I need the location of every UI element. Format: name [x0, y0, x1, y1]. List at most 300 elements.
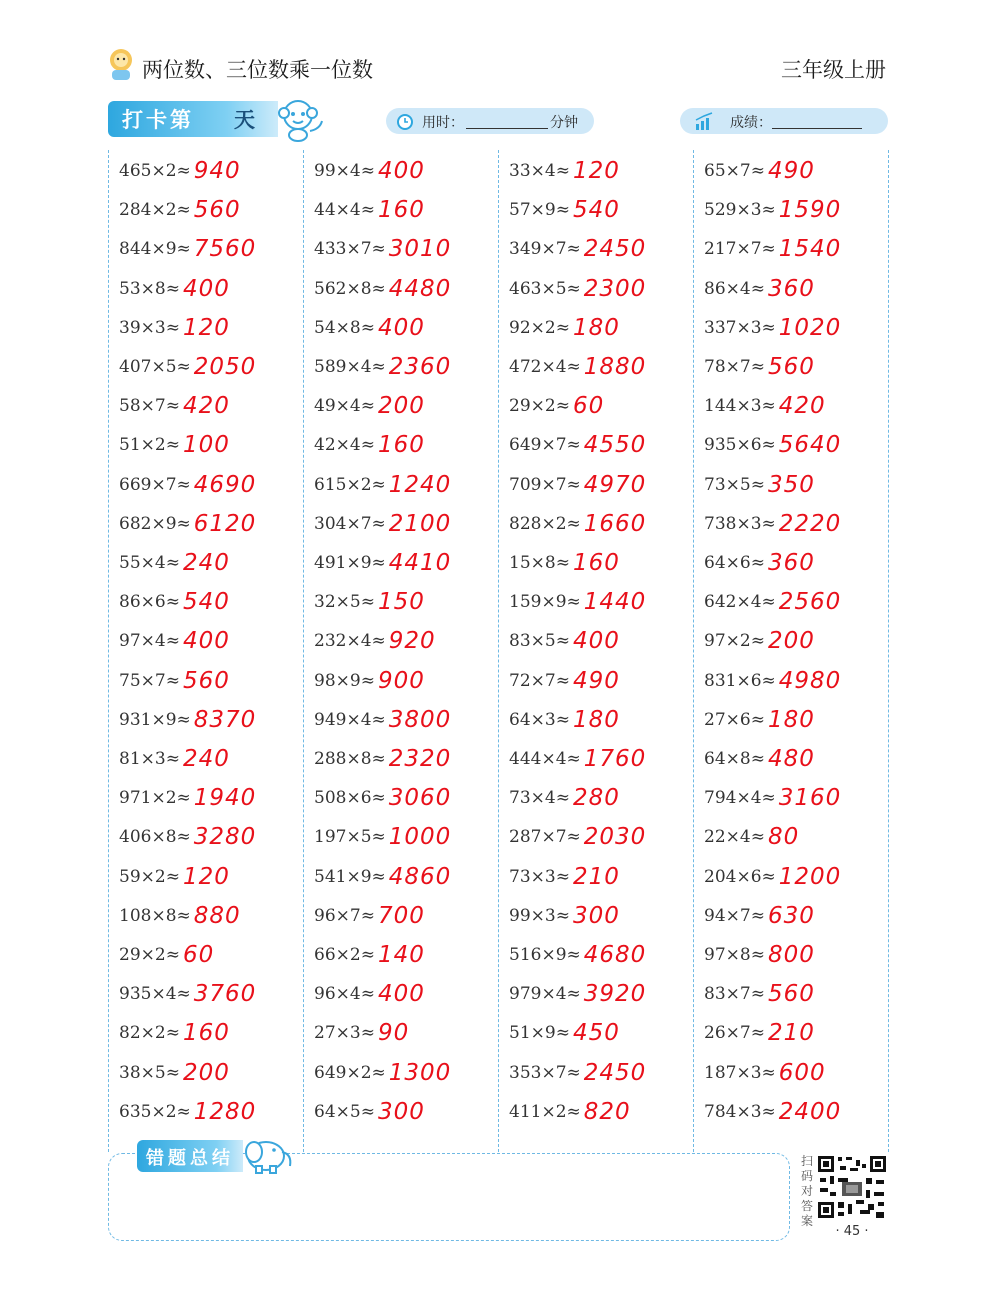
problem-question: 682×9≈	[119, 513, 191, 534]
handwritten-answer: 560	[767, 981, 815, 1008]
problem-item	[314, 785, 451, 824]
handwritten-answer: 560	[767, 354, 815, 380]
problem-item	[704, 511, 841, 550]
problem-item	[314, 707, 451, 746]
problem-question: 57×9≈	[509, 200, 570, 221]
handwritten-answer: 4690	[193, 471, 257, 498]
problem-question: 935×6≈	[704, 435, 776, 456]
handwritten-answer: 2100	[388, 510, 452, 537]
problem-item	[119, 236, 256, 275]
handwritten-answer: 360	[767, 550, 815, 576]
handwritten-answer: 180	[767, 706, 815, 733]
problem-question: 53×8≈	[119, 278, 180, 299]
problem-question: 58×7≈	[119, 396, 180, 417]
problem-item	[704, 668, 841, 707]
problem-question: 29×2≈	[119, 945, 180, 965]
problem-question: 828×2≈	[509, 513, 581, 534]
problem-question: 516×9≈	[509, 945, 581, 965]
problem-item	[119, 393, 230, 432]
problem-item	[509, 746, 646, 785]
problem-item	[509, 432, 646, 471]
handwritten-answer: 2030	[583, 824, 647, 851]
alarm-clock-icon	[396, 112, 414, 130]
problem-question: 589×4≈	[314, 357, 386, 377]
problem-item	[704, 746, 815, 785]
handwritten-answer: 540	[572, 197, 620, 224]
problem-item	[119, 668, 230, 707]
handwritten-answer: 210	[767, 1020, 815, 1047]
problem-item	[704, 942, 815, 981]
handwritten-answer: 1760	[583, 746, 647, 772]
handwritten-answer: 90	[377, 1020, 410, 1047]
handwritten-answer: 5640	[778, 432, 842, 459]
problem-item	[119, 158, 241, 197]
problem-item	[119, 432, 230, 471]
handwritten-answer: 490	[572, 667, 620, 694]
problem-item	[704, 1060, 826, 1099]
error-summary-tab	[137, 1140, 243, 1172]
problem-item	[119, 981, 256, 1020]
handwritten-answer: 120	[182, 863, 230, 890]
problem-item	[314, 668, 425, 707]
problem-question: 51×2≈	[119, 435, 180, 456]
problem-question: 159×9≈	[509, 592, 581, 613]
problem-question: 472×4≈	[509, 357, 581, 377]
problem-item	[314, 511, 451, 550]
problem-question: 73×4≈	[509, 788, 570, 809]
problem-question: 92×2≈	[509, 317, 570, 338]
problem-item	[119, 942, 214, 981]
handwritten-answer: 3920	[583, 981, 647, 1008]
problem-item	[509, 354, 646, 393]
problem-question: 75×7≈	[119, 670, 180, 691]
handwritten-answer: 1660	[583, 510, 647, 537]
day-checkin-label: 打卡第	[122, 108, 194, 132]
handwritten-answer: 6120	[193, 510, 257, 537]
handwritten-answer: 80	[767, 824, 800, 851]
problem-question: 738×3≈	[704, 513, 776, 534]
problem-item	[314, 942, 425, 981]
problem-item	[119, 354, 256, 393]
problem-question: 831×6≈	[704, 670, 776, 691]
day-checkin-suffix: 天	[234, 108, 255, 132]
problem-question: 529×3≈	[704, 200, 776, 221]
problem-question: 287×7≈	[509, 827, 581, 848]
handwritten-answer: 1300	[388, 1059, 452, 1086]
handwritten-answer: 3160	[778, 785, 842, 812]
problem-question: 64×8≈	[704, 749, 765, 769]
handwritten-answer: 160	[182, 1020, 230, 1047]
problem-question: 931×9≈	[119, 709, 191, 730]
problem-item	[119, 1020, 230, 1059]
problem-item	[119, 1099, 256, 1138]
problem-item	[509, 668, 620, 707]
problem-item	[119, 472, 256, 511]
lion-mascot-icon	[106, 48, 136, 82]
problem-column-4	[693, 150, 889, 1152]
handwritten-answer: 1440	[583, 589, 647, 616]
handwritten-answer: 280	[572, 785, 620, 812]
problem-item	[314, 1060, 451, 1099]
handwritten-answer: 2400	[778, 1098, 842, 1125]
time-input-line[interactable]	[466, 128, 548, 129]
problem-question: 59×2≈	[119, 866, 180, 887]
problem-question: 44×4≈	[314, 200, 375, 221]
problem-item	[119, 707, 256, 746]
problem-item	[704, 628, 815, 667]
problem-question: 562×8≈	[314, 278, 386, 299]
problem-item	[509, 393, 604, 432]
handwritten-answer: 3010	[388, 236, 452, 263]
score-input-line[interactable]	[772, 128, 862, 129]
handwritten-answer: 160	[377, 432, 425, 459]
problem-item	[119, 864, 230, 903]
handwritten-answer: 1940	[193, 785, 257, 812]
problem-question: 406×8≈	[119, 827, 191, 848]
handwritten-answer: 4980	[778, 667, 842, 694]
problem-question: 411×2≈	[509, 1101, 581, 1122]
problem-item	[119, 550, 230, 589]
problem-question: 204×6≈	[704, 866, 776, 887]
problem-question: 49×4≈	[314, 396, 375, 417]
problem-item	[509, 550, 620, 589]
handwritten-answer: 100	[182, 432, 230, 459]
problem-question: 649×2≈	[314, 1062, 386, 1083]
problem-item	[509, 589, 646, 628]
problem-item	[119, 276, 230, 315]
problem-item	[314, 432, 425, 471]
handwritten-answer: 4860	[388, 863, 452, 890]
problem-item	[314, 472, 451, 511]
problem-question: 39×3≈	[119, 317, 180, 338]
problem-question: 94×7≈	[704, 905, 765, 926]
problem-question: 72×7≈	[509, 670, 570, 691]
problem-question: 337×3≈	[704, 317, 776, 338]
problem-question: 508×6≈	[314, 788, 386, 809]
problem-question: 949×4≈	[314, 709, 386, 730]
handwritten-answer: 300	[572, 902, 620, 929]
handwritten-answer: 180	[572, 314, 620, 341]
handwritten-answer: 200	[767, 628, 815, 655]
problem-question: 541×9≈	[314, 866, 386, 887]
elephant-mascot-icon	[240, 1132, 296, 1176]
handwritten-answer: 350	[767, 471, 815, 498]
problem-question: 66×2≈	[314, 945, 375, 965]
problem-question: 463×5≈	[509, 278, 581, 299]
handwritten-answer: 2220	[778, 510, 842, 537]
problem-item	[704, 1099, 841, 1138]
problem-item	[314, 824, 451, 863]
problem-question: 73×5≈	[704, 474, 765, 495]
handwritten-answer: 400	[377, 314, 425, 341]
problem-item	[119, 589, 230, 628]
problem-question: 144×3≈	[704, 396, 776, 417]
problem-item	[314, 981, 425, 1020]
problem-question: 81×3≈	[119, 749, 180, 769]
problem-item	[509, 1020, 620, 1059]
problem-item	[704, 276, 815, 315]
handwritten-answer: 150	[377, 589, 425, 616]
handwritten-answer: 2320	[388, 746, 452, 772]
handwritten-answer: 4550	[583, 432, 647, 459]
problem-question: 465×2≈	[119, 161, 191, 181]
problem-question: 15×8≈	[509, 553, 570, 573]
problem-question: 844×9≈	[119, 239, 191, 260]
problem-question: 491×9≈	[314, 553, 386, 573]
problem-item	[314, 1099, 425, 1138]
problem-question: 99×3≈	[509, 905, 570, 926]
handwritten-answer: 1200	[778, 863, 842, 890]
handwritten-answer: 420	[778, 393, 826, 420]
problem-item	[509, 628, 620, 667]
problem-question: 284×2≈	[119, 200, 191, 221]
problem-column-3	[498, 150, 694, 1152]
problem-item	[704, 824, 799, 863]
problem-question: 232×4≈	[314, 631, 386, 652]
problem-item	[704, 981, 815, 1020]
handwritten-answer: 3760	[193, 981, 257, 1008]
handwritten-answer: 140	[377, 942, 425, 968]
problem-question: 97×4≈	[119, 631, 180, 652]
problem-item	[314, 864, 451, 903]
handwritten-answer: 300	[377, 1098, 425, 1125]
problem-column-1	[108, 150, 304, 1152]
handwritten-answer: 560	[193, 197, 241, 224]
problem-item	[509, 276, 646, 315]
problem-question: 99×4≈	[314, 161, 375, 181]
problem-question: 26×7≈	[704, 1023, 765, 1044]
problem-item	[704, 550, 815, 589]
problem-item	[704, 315, 841, 354]
problem-item	[509, 197, 620, 236]
problem-item	[704, 197, 841, 236]
problem-item	[704, 354, 815, 393]
problem-column-2	[303, 150, 499, 1152]
handwritten-answer: 1000	[388, 824, 452, 851]
problem-item	[704, 472, 815, 511]
problem-item	[509, 864, 620, 903]
problem-item	[314, 197, 425, 236]
handwritten-answer: 920	[388, 628, 436, 655]
problem-question: 51×9≈	[509, 1023, 570, 1044]
problem-item	[314, 236, 451, 275]
problem-item	[704, 236, 841, 275]
handwritten-answer: 450	[572, 1020, 620, 1047]
problem-item	[509, 511, 646, 550]
problem-item	[509, 472, 646, 511]
problem-question: 649×7≈	[509, 435, 581, 456]
problem-item	[119, 824, 256, 863]
problem-question: 304×7≈	[314, 513, 386, 534]
problem-question: 635×2≈	[119, 1101, 191, 1122]
problem-question: 64×6≈	[704, 553, 765, 573]
handwritten-answer: 3800	[388, 706, 452, 733]
handwritten-answer: 630	[767, 902, 815, 929]
handwritten-answer: 2360	[388, 354, 452, 380]
page-title: 两位数、三位数乘一位数	[142, 58, 373, 82]
monkey-mascot-icon	[276, 95, 326, 143]
problem-question: 55×4≈	[119, 553, 180, 573]
handwritten-answer: 120	[182, 314, 230, 341]
time-label: 用时：	[422, 115, 464, 131]
problem-item	[314, 354, 451, 393]
page-header	[106, 46, 896, 94]
handwritten-answer: 2450	[583, 1059, 647, 1086]
handwritten-answer: 1280	[193, 1098, 257, 1125]
problem-question: 669×7≈	[119, 474, 191, 495]
problem-question: 82×2≈	[119, 1023, 180, 1044]
time-unit: 分钟	[550, 115, 578, 131]
problem-item	[119, 746, 230, 785]
problem-item	[509, 785, 620, 824]
problem-question: 22×4≈	[704, 827, 765, 848]
handwritten-answer: 400	[182, 275, 230, 302]
problem-item	[704, 158, 815, 197]
handwritten-answer: 4680	[583, 942, 647, 968]
handwritten-answer: 180	[572, 706, 620, 733]
handwritten-answer: 400	[377, 158, 425, 184]
problem-item	[704, 785, 841, 824]
problem-item	[119, 1060, 230, 1099]
growth-chart-icon	[694, 111, 716, 131]
handwritten-answer: 4480	[388, 275, 452, 302]
problem-item	[314, 746, 451, 785]
score-label: 成绩：	[730, 115, 772, 131]
handwritten-answer: 420	[182, 393, 230, 420]
handwritten-answer: 800	[767, 942, 815, 968]
problem-item	[509, 1060, 646, 1099]
problem-question: 979×4≈	[509, 984, 581, 1005]
problem-item	[314, 1020, 409, 1059]
problem-question: 108×8≈	[119, 905, 191, 926]
handwritten-answer: 400	[182, 628, 230, 655]
problem-item	[704, 432, 841, 471]
problem-question: 784×3≈	[704, 1101, 776, 1122]
problem-question: 33×4≈	[509, 161, 570, 181]
problem-item	[314, 628, 436, 667]
handwritten-answer: 940	[193, 158, 241, 184]
problem-question: 794×4≈	[704, 788, 776, 809]
handwritten-answer: 560	[182, 667, 230, 694]
problem-question: 86×4≈	[704, 278, 765, 299]
handwritten-answer: 540	[182, 589, 230, 616]
handwritten-answer: 1020	[778, 314, 842, 341]
page-number: · 45 ·	[835, 1224, 869, 1239]
handwritten-answer: 120	[572, 158, 620, 184]
problem-question: 433×7≈	[314, 239, 386, 260]
problem-question: 407×5≈	[119, 357, 191, 377]
problem-item	[509, 981, 646, 1020]
problem-item	[119, 785, 256, 824]
problem-question: 288×8≈	[314, 749, 386, 769]
problem-question: 78×7≈	[704, 357, 765, 377]
problem-item	[509, 158, 620, 197]
grade-label: 三年级上册	[781, 58, 886, 82]
problem-item	[314, 903, 425, 942]
handwritten-answer: 2050	[193, 354, 257, 380]
problem-item	[509, 942, 646, 981]
problem-item	[119, 903, 241, 942]
problem-grid	[108, 150, 888, 1152]
problem-question: 197×5≈	[314, 827, 386, 848]
problem-question: 353×7≈	[509, 1062, 581, 1083]
problem-question: 27×3≈	[314, 1023, 375, 1044]
qr-code-icon[interactable]	[816, 1154, 888, 1220]
problem-item	[704, 707, 815, 746]
handwritten-answer: 1240	[388, 471, 452, 498]
problem-question: 97×8≈	[704, 945, 765, 965]
problem-question: 64×3≈	[509, 709, 570, 730]
handwritten-answer: 2560	[778, 589, 842, 616]
handwritten-answer: 700	[377, 902, 425, 929]
handwritten-answer: 200	[182, 1059, 230, 1086]
day-checkin-bar	[108, 101, 278, 137]
handwritten-answer: 2300	[583, 275, 647, 302]
handwritten-answer: 1590	[778, 197, 842, 224]
handwritten-answer: 1880	[583, 354, 647, 380]
problem-item	[704, 864, 841, 903]
handwritten-answer: 200	[377, 393, 425, 420]
score-field	[680, 108, 888, 134]
handwritten-answer: 600	[778, 1059, 826, 1086]
problem-item	[314, 158, 425, 197]
handwritten-answer: 820	[583, 1098, 631, 1125]
problem-question: 98×9≈	[314, 670, 375, 691]
problem-item	[314, 315, 425, 354]
handwritten-answer: 7560	[193, 236, 257, 263]
scan-to-check-answers-text: 扫码对答案	[800, 1154, 813, 1228]
problem-question: 444×4≈	[509, 749, 581, 769]
problem-question: 615×2≈	[314, 474, 386, 495]
problem-item	[314, 276, 451, 315]
handwritten-answer: 160	[572, 550, 620, 576]
handwritten-answer: 60	[182, 942, 215, 968]
problem-item	[704, 1020, 815, 1059]
handwritten-answer: 360	[767, 275, 815, 302]
problem-question: 96×7≈	[314, 905, 375, 926]
problem-item	[509, 707, 620, 746]
problem-item	[704, 393, 826, 432]
handwritten-answer: 3280	[193, 824, 257, 851]
problem-item	[314, 589, 425, 628]
problem-question: 349×7≈	[509, 239, 581, 260]
problem-question: 32×5≈	[314, 592, 375, 613]
handwritten-answer: 1540	[778, 236, 842, 263]
problem-question: 38×5≈	[119, 1062, 180, 1083]
problem-question: 83×7≈	[704, 984, 765, 1005]
handwritten-answer: 3060	[388, 785, 452, 812]
handwritten-answer: 490	[767, 158, 815, 184]
problem-question: 29×2≈	[509, 396, 570, 417]
problem-question: 96×4≈	[314, 984, 375, 1005]
problem-question: 73×3≈	[509, 866, 570, 887]
problem-question: 642×4≈	[704, 592, 776, 613]
handwritten-answer: 480	[767, 746, 815, 772]
problem-item	[704, 903, 815, 942]
problem-item	[119, 628, 230, 667]
problem-question: 27×6≈	[704, 709, 765, 730]
problem-question: 42×4≈	[314, 435, 375, 456]
handwritten-answer: 160	[377, 197, 425, 224]
problem-item	[119, 197, 241, 236]
handwritten-answer: 4970	[583, 471, 647, 498]
problem-question: 97×2≈	[704, 631, 765, 652]
handwritten-answer: 60	[572, 393, 605, 420]
problem-question: 65×7≈	[704, 161, 765, 181]
problem-item	[119, 511, 256, 550]
problem-item	[509, 1099, 631, 1138]
problem-question: 54×8≈	[314, 317, 375, 338]
